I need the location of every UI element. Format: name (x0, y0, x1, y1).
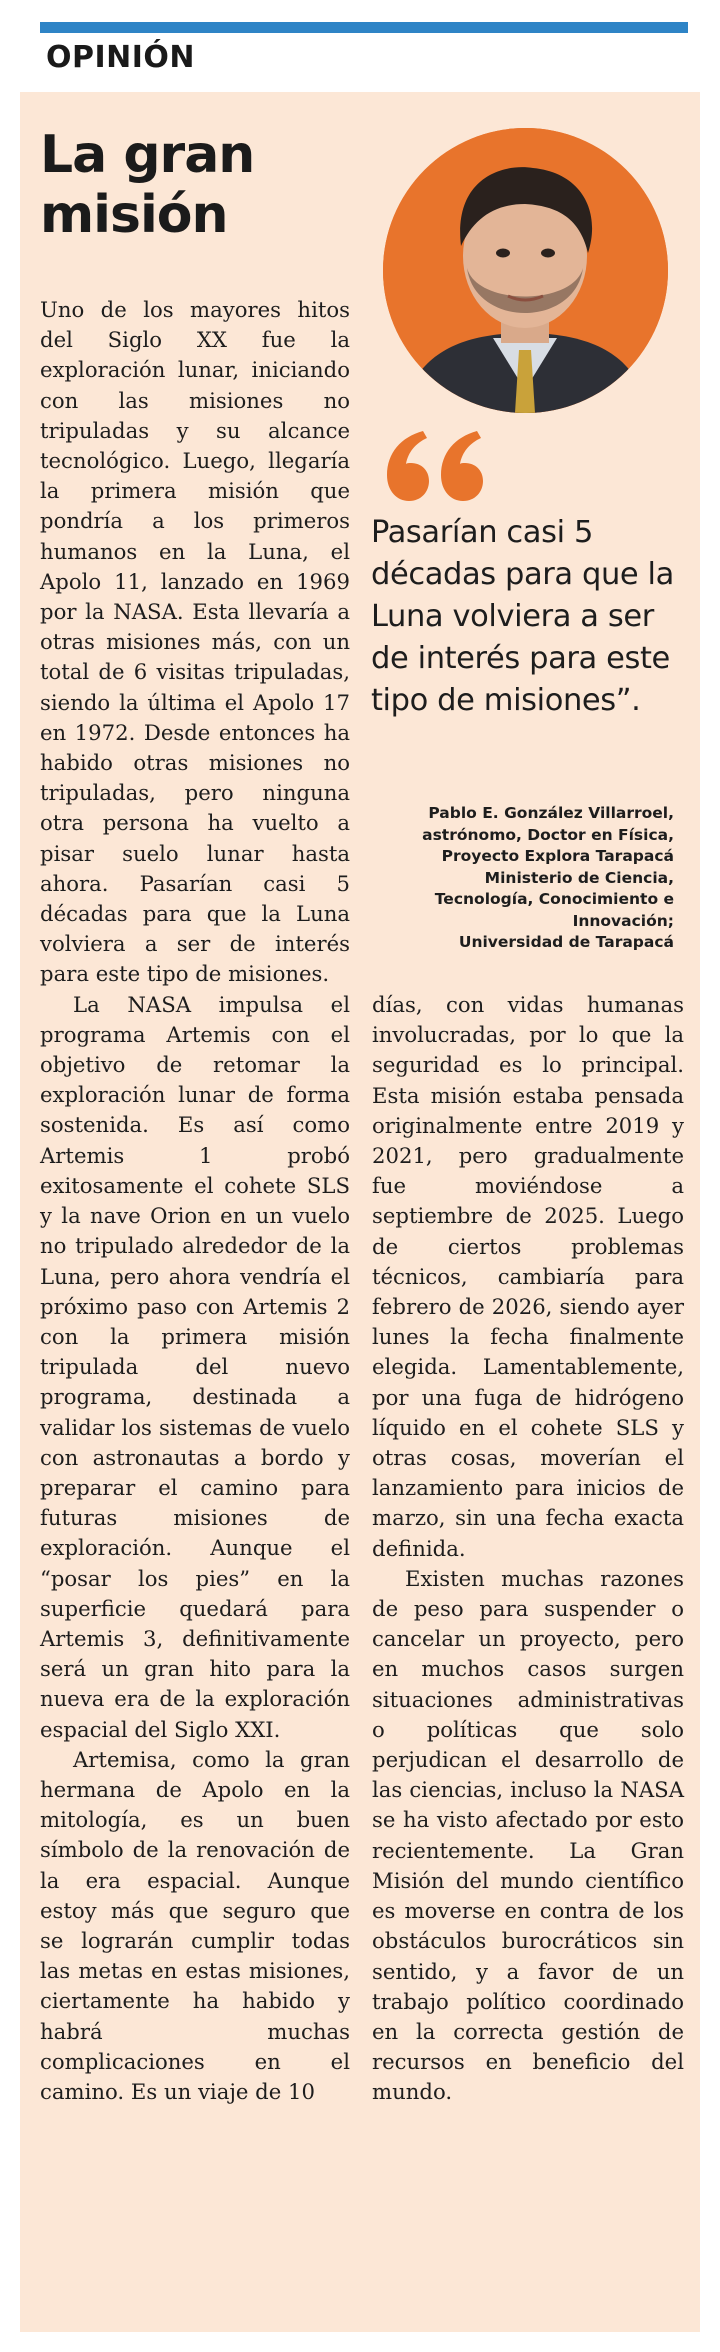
author-name: Pablo E. González Villarroel, (428, 804, 674, 822)
body-paragraph: Artemisa, como la gran hermana de Apolo en la mitología, es un buen símbolo de la renovación de la era espacial. Aunque estoy más que seguro que se lograrán cumplir todas las metas en estas misiones, ciertamente ha habido y habrá muchas complicaciones en el camino. Es un viaje de 10 (40, 1746, 350, 2104)
author-photo-illustration (383, 128, 668, 413)
author-affiliation: Tecnología, Conocimiento e (434, 890, 674, 908)
article-column-1 (40, 295, 350, 2107)
author-role: astrónomo, Doctor en Física, (422, 825, 674, 844)
pull-quote: Pasarían casi 5 décadas para que la Luna volviera a ser de interés para este tipo de misiones”. (371, 515, 674, 718)
author-photo (383, 128, 668, 413)
body-paragraph: Uno de los mayores hitos del Siglo XX fue la exploración lunar, iniciando con las misiones no tripuladas y su alcance tecnológico. Luego, llegaría la primera misión que pondría a los primeros humanos en la Luna, el Apolo 11, lanzado en 1969 por la NASA. Esta llevaría a otras misiones más, con un total de 6 visitas tripuladas, siendo la última el Apolo 17 en 1972. Desde entonces ha habido otras misiones no tripuladas, pero ninguna otra persona ha vuelto a pisar suelo lunar hasta ahora. Pasarían casi 5 décadas para que la Luna volviera a ser de interés para este tipo de misiones. (40, 297, 350, 987)
body-paragraph: días, con vidas humanas involucradas, por lo que la seguridad es lo principal. Esta misión estaba pensada originalmente entre 2019 y 2021, pero gradualmente fue moviéndose a septiembre de 2025. Luego de ciertos problemas técnicos, cambiaría para febrero de 2026, siendo ayer lunes la fecha finalmente elegida. Lamentablemente, por una fuga de hidrógeno líquido en el cohete SLS y otras cosas, moverían el lanzamiento para inicios de marzo, sin una fecha exacta definida. (372, 992, 684, 1561)
author-affiliation: Proyecto Explora Tarapacá (441, 847, 674, 865)
body-paragraph: La NASA impulsa el programa Artemis con el objetivo de retomar la exploración lunar de forma sostenida. Es así como Artemis 1 probó exitosamente el cohete SLS y la nave Orion en un vuelo no tripulado alrededor de la Luna, pero ahora vendría el próximo paso con Artemis 2 con la primera misión tripulada del nuevo programa, destinada a validar los sistemas de vuelo con astronautas a bordo y preparar el camino para futuras misiones de exploración. Aunque el “posar los pies” en la superficie quedará para Artemis 3, definitivamente será un gran hito para la nueva era de la exploración espacial del Siglo XXI. (40, 991, 350, 1742)
author-affiliation: Ministerio de Ciencia, (484, 868, 674, 887)
body-paragraph: Existen muchas razones de peso para suspender o cancelar un proyecto, pero en muchos casos surgen situaciones administrativas o políticas que solo perjudican el desarrollo de las ciencias, incluso la NASA se ha visto afectado por esto recientemente. La Gran Misión del mundo científico es moverse en contra de los obstáculos burocráticos sin sentido, y a favor de un trabajo político coordinado en la correcta gestión de recursos en beneficio del mundo. (372, 1565, 684, 2105)
author-affiliation: Universidad de Tarapacá (458, 933, 674, 951)
article-column-2 (372, 990, 684, 2108)
section-header-bar (40, 22, 688, 33)
author-affiliation: Innovación; (572, 911, 674, 930)
article-title: La gran misión (40, 125, 255, 245)
section-label: OPINIÓN (46, 40, 196, 75)
author-credit (372, 803, 674, 954)
quote-mark-icon (379, 425, 489, 505)
